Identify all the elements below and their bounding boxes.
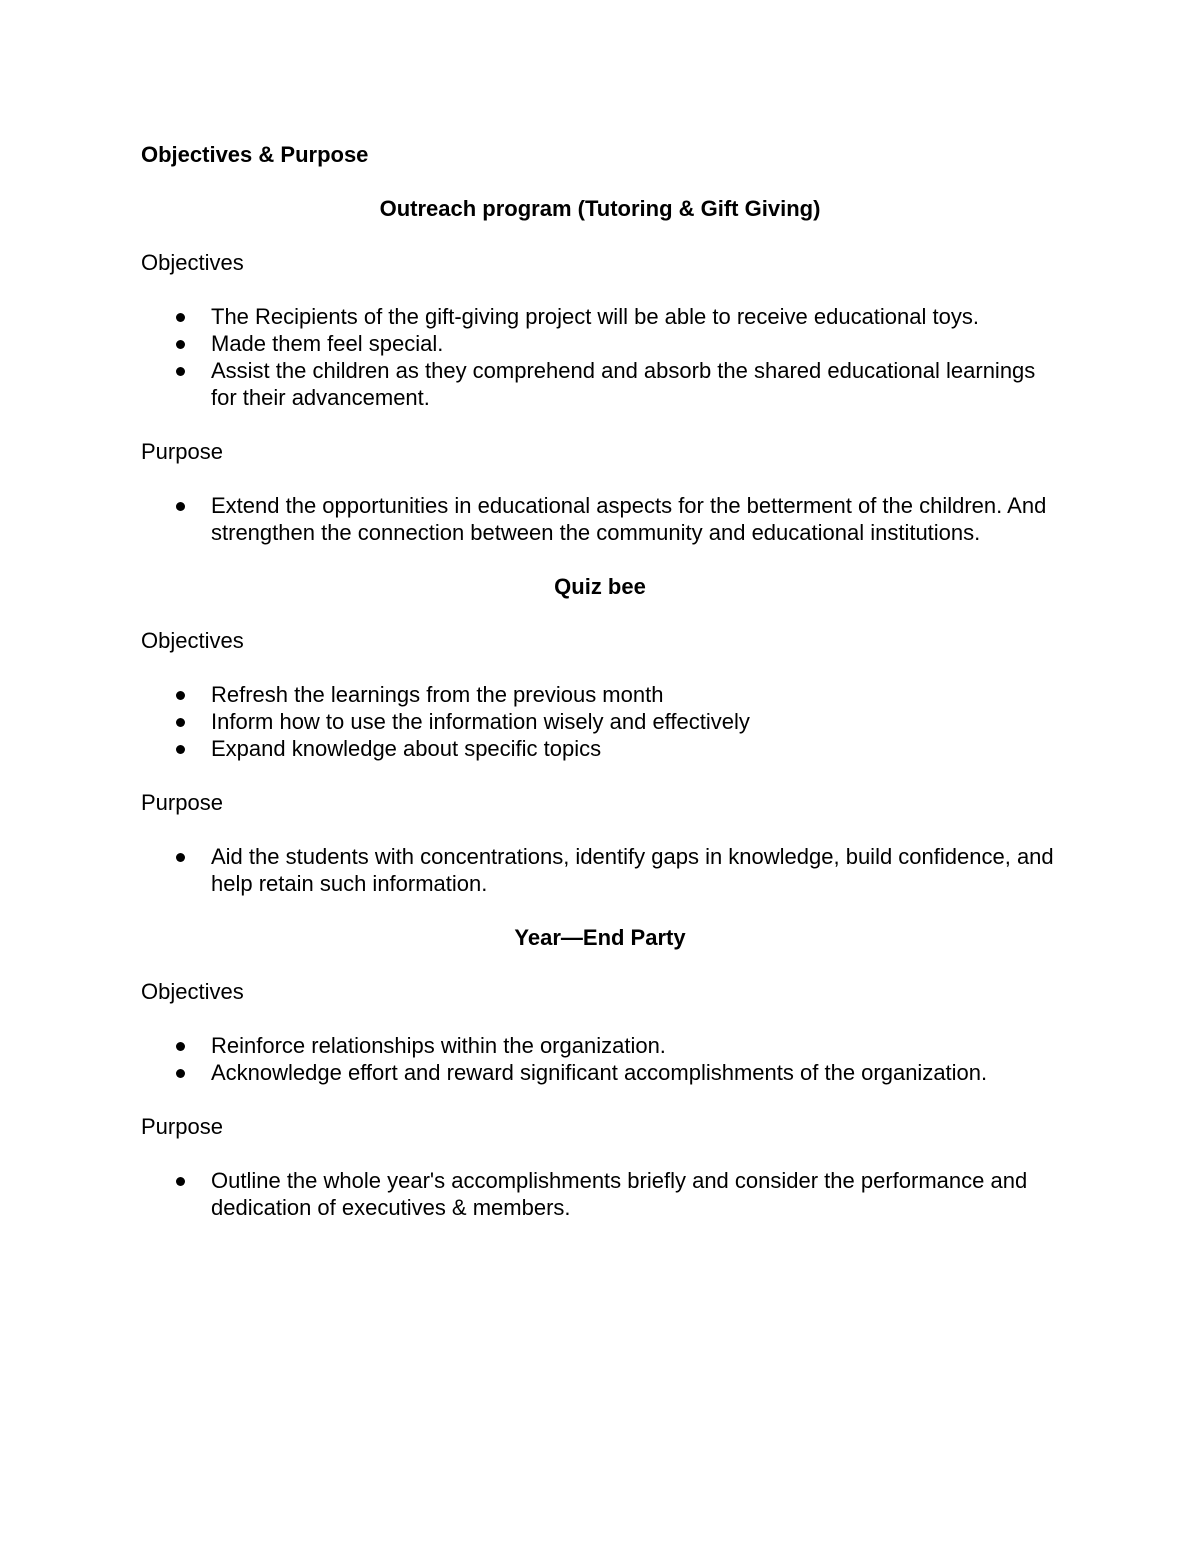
purpose-list xyxy=(141,492,1059,546)
bullet-icon xyxy=(176,313,185,322)
purpose-heading: Purpose xyxy=(141,790,223,815)
objectives-list xyxy=(141,303,1059,411)
section-outreach-program xyxy=(141,195,1059,546)
list-item xyxy=(141,330,1059,357)
purpose-list xyxy=(141,1167,1059,1221)
list-item xyxy=(141,303,1059,330)
bullet-icon xyxy=(176,718,185,727)
objectives-heading: Objectives xyxy=(141,250,244,275)
objectives-list xyxy=(141,1032,1059,1086)
list-item-text: Inform how to use the information wisely and effectively xyxy=(211,709,750,734)
purpose-heading: Purpose xyxy=(141,439,223,464)
list-item xyxy=(141,1059,1059,1086)
section-year-end-party xyxy=(141,924,1059,1221)
bullet-icon xyxy=(176,367,185,376)
objectives-list xyxy=(141,681,1059,762)
list-item-text: Aid the students with concentrations, identify gaps in knowledge, build confidence, and help retain such information. xyxy=(211,844,1054,896)
section-quiz-bee xyxy=(141,573,1059,897)
list-item-text: Expand knowledge about specific topics xyxy=(211,736,602,761)
list-item-text: Outline the whole year's accomplishments briefly and consider the performance and dedication of executives & members. xyxy=(211,1168,1028,1220)
list-item-text: Reinforce relationships within the organization. xyxy=(211,1033,666,1058)
list-item-text: Refresh the learnings from the previous month xyxy=(211,682,664,707)
list-item xyxy=(141,357,1059,411)
bullet-icon xyxy=(176,502,185,511)
bullet-icon xyxy=(176,340,185,349)
document-title: Objectives & Purpose xyxy=(141,142,369,167)
section-title: Quiz bee xyxy=(554,574,646,599)
list-item xyxy=(141,1167,1059,1221)
list-item xyxy=(141,681,1059,708)
bullet-icon xyxy=(176,745,185,754)
list-item-text: Assist the children as they comprehend and absorb the shared educational learnings for their advancement. xyxy=(211,358,1036,410)
list-item xyxy=(141,492,1059,546)
bullet-icon xyxy=(176,853,185,862)
list-item xyxy=(141,735,1059,762)
list-item-text: The Recipients of the gift-giving project will be able to receive educational toys. xyxy=(211,304,979,329)
purpose-heading: Purpose xyxy=(141,1114,223,1139)
objectives-heading: Objectives xyxy=(141,628,244,653)
section-title: Year—End Party xyxy=(514,925,686,950)
document-page xyxy=(141,141,1059,1221)
list-item-text: Acknowledge effort and reward significant accomplishments of the organization. xyxy=(211,1060,988,1085)
bullet-icon xyxy=(176,691,185,700)
purpose-list xyxy=(141,843,1059,897)
list-item xyxy=(141,843,1059,897)
bullet-icon xyxy=(176,1042,185,1051)
list-item xyxy=(141,1032,1059,1059)
list-item-text: Extend the opportunities in educational aspects for the betterment of the children. And strengthen the connection between the community and educational institutions. xyxy=(211,493,1047,545)
objectives-heading: Objectives xyxy=(141,979,244,1004)
bullet-icon xyxy=(176,1177,185,1186)
section-title: Outreach program (Tutoring & Gift Giving) xyxy=(379,196,821,221)
list-item-text: Made them feel special. xyxy=(211,331,444,356)
list-item xyxy=(141,708,1059,735)
bullet-icon xyxy=(176,1069,185,1078)
